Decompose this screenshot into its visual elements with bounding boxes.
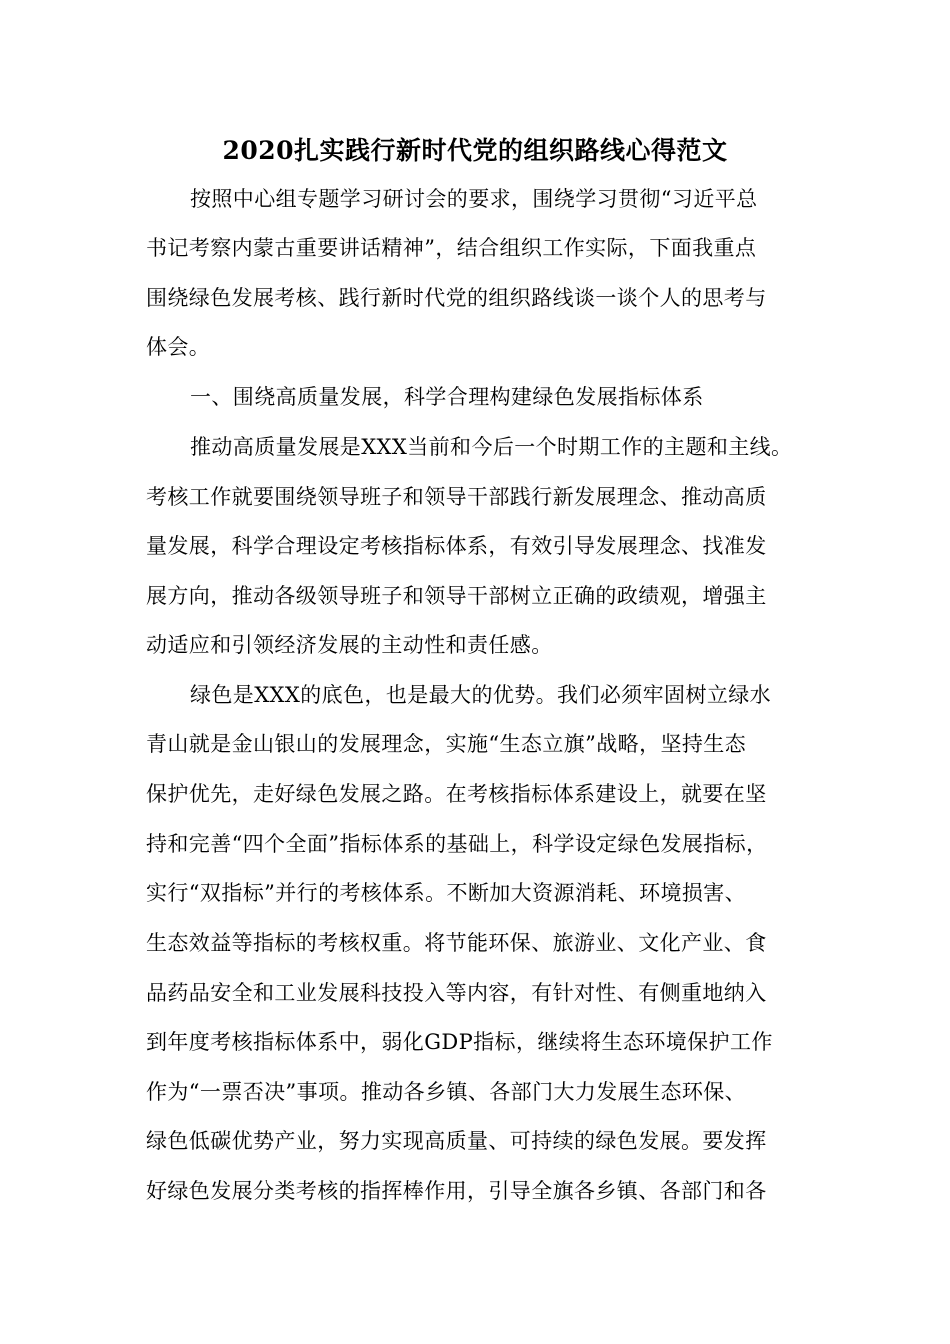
paragraph-line: 考核工作就要围绕领导班子和领导干部践行新发展理念、推动高质 bbox=[146, 485, 767, 509]
paragraph-line: 实行“双指标”并行的考核体系。不断加大资源消耗、环境损害、 bbox=[146, 881, 747, 905]
paragraph-line: 体会。 bbox=[146, 335, 211, 359]
paragraph-line: 持和完善“四个全面”指标体系的基础上，科学设定绿色发展指标， bbox=[146, 832, 768, 856]
paragraph-line: 书记考察内蒙古重要讲话精神”，结合组织工作实际，下面我重点 bbox=[146, 236, 757, 260]
document-title: 2020扎实践行新时代党的组织路线心得范文 bbox=[222, 136, 728, 165]
paragraph-line: 到年度考核指标体系中，弱化GDP指标，继续将生态环境保护工作 bbox=[146, 1030, 773, 1054]
paragraph-line: 量发展，科学合理设定考核指标体系，有效引导发展理念、找准发 bbox=[146, 534, 767, 558]
paragraph-line: 青山就是金山银山的发展理念，实施“生态立旗”战略，坚持生态 bbox=[146, 732, 747, 756]
paragraph-line: 按照中心组专题学习研讨会的要求，围绕学习贯彻“习近平总 bbox=[190, 187, 758, 211]
paragraph-line: 动适应和引领经济发展的主动性和责任感。 bbox=[146, 633, 553, 657]
paragraph-line: 好绿色发展分类考核的指挥棒作用，引导全旗各乡镇、各部门和各 bbox=[146, 1179, 767, 1203]
paragraph-line: 展方向，推动各级领导班子和领导干部树立正确的政绩观，增强主 bbox=[146, 584, 767, 608]
paragraph-line: 绿色是XXX的底色，也是最大的优势。我们必须牢固树立绿水 bbox=[190, 683, 772, 707]
paragraph-line: 绿色低碳优势产业，努力实现高质量、可持续的绿色发展。要发挥 bbox=[146, 1129, 767, 1153]
section-heading: 一、围绕高质量发展，科学合理构建绿色发展指标体系 bbox=[190, 385, 704, 409]
paragraph-line: 品药品安全和工业发展科技投入等内容，有针对性、有侧重地纳入 bbox=[146, 981, 767, 1005]
paragraph-line: 围绕绿色发展考核、践行新时代党的组织路线谈一谈个人的思考与 bbox=[146, 286, 767, 310]
paragraph-line: 作为“一票否决”事项。推动各乡镇、各部门大力发展生态环保、 bbox=[146, 1080, 747, 1104]
paragraph-line: 推动高质量发展是XXX当前和今后一个时期工作的主题和主线。 bbox=[190, 435, 793, 459]
paragraph-line: 生态效益等指标的考核权重。将节能环保、旅游业、文化产业、食 bbox=[146, 931, 767, 955]
paragraph-line: 保护优先，走好绿色发展之路。在考核指标体系建设上，就要在坚 bbox=[146, 782, 767, 806]
